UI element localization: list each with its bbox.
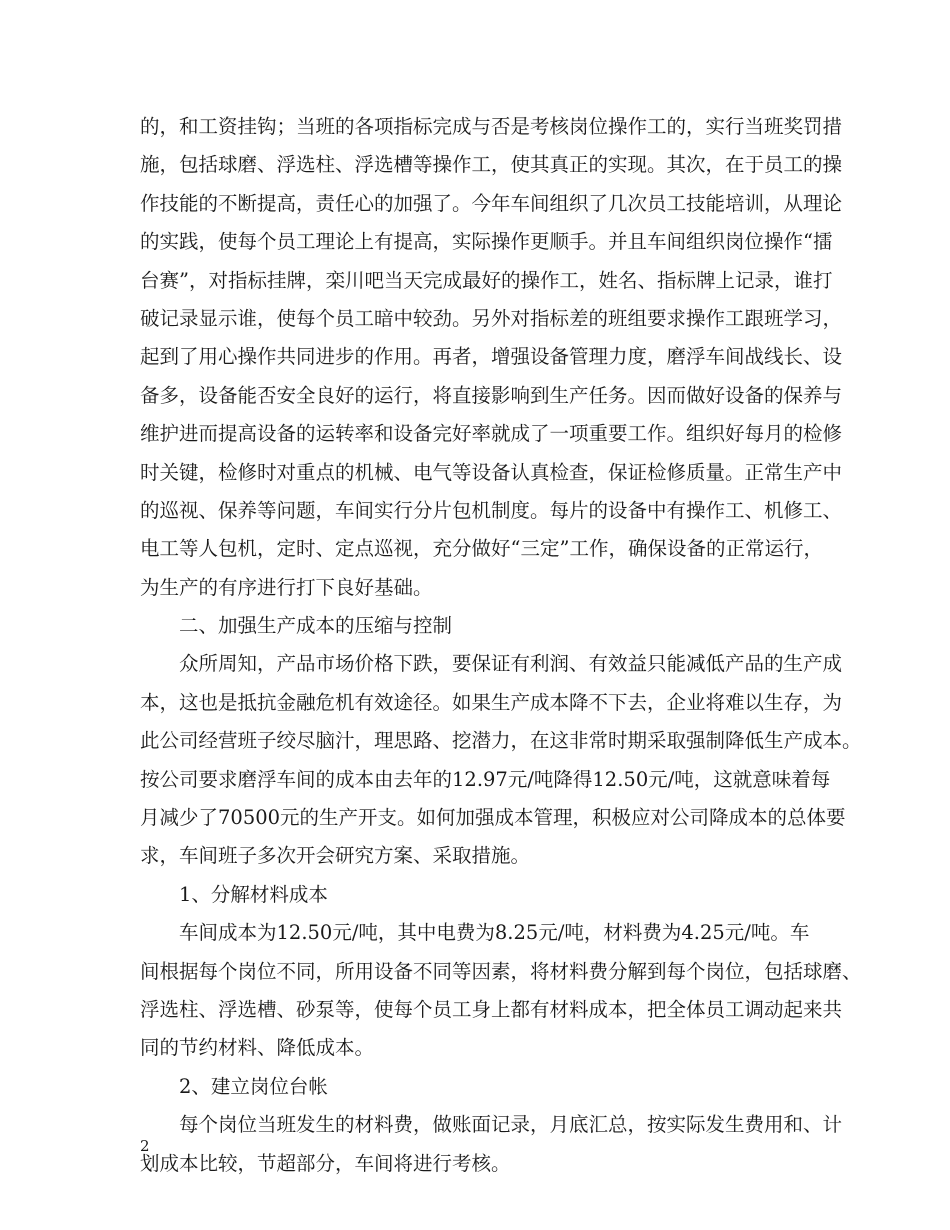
text-line: 作技能的不断提高，责任心的加强了。今年车间组织了几次员工技能培训，从理论 bbox=[140, 191, 843, 215]
text-line: 电工等人包机，定时、定点巡视，充分做好“三定”工作，确保设备的正常运行， bbox=[140, 537, 823, 561]
body-text bbox=[140, 108, 862, 1183]
section-heading: 二、加强生产成本的压缩与控制 bbox=[140, 614, 453, 638]
text-line: 车间成本为12.50元/吨，其中电费为8.25元/吨，材料费为4.25元/吨。车 bbox=[140, 921, 810, 945]
text-line: 的实践，使每个员工理论上有提高，实际操作更顺手。并且车间组织岗位操作“擂 bbox=[140, 230, 833, 254]
text-line: 求，车间班子多次开会研究方案、采取措施。 bbox=[140, 844, 531, 868]
text-line: 每个岗位当班发生的材料费，做账面记录，月底汇总，按实际发生费用和、计 bbox=[140, 1113, 843, 1137]
text-line: 施，包括球磨、浮选柱、浮选槽等操作工，使其真正的实现。其次，在于员工的操 bbox=[140, 153, 843, 177]
text-line: 台赛”，对指标挂牌，栾川吧当天完成最好的操作工，姓名、指标牌上记录，谁打 bbox=[140, 268, 833, 292]
text-line: 同的节约材料、降低成本。 bbox=[140, 1036, 375, 1060]
subsection-heading: 2、建立岗位台帐 bbox=[140, 1074, 328, 1098]
text-line: 浮选柱、浮选槽、砂泵等，使每个员工身上都有材料成本，把全体员工调动起来共 bbox=[140, 997, 843, 1021]
text-line: 起到了用心操作共同进步的作用。再者，增强设备管理力度，磨浮车间战线长、设 bbox=[140, 345, 843, 369]
text-line: 的巡视、保养等问题，车间实行分片包机制度。每片的设备中有操作工、机修工、 bbox=[140, 498, 843, 522]
text-line: 为生产的有序进行打下良好基础。 bbox=[140, 575, 433, 599]
text-line: 时关键，检修时对重点的机械、电气等设备认真检查，保证检修质量。正常生产中 bbox=[140, 460, 843, 484]
text-line: 此公司经营班子绞尽脑汁，理思路、挖潜力，在这非常时期采取强制降低生产成本。 bbox=[140, 729, 862, 753]
text-line: 备多，设备能否安全良好的运行，将直接影响到生产任务。因而做好设备的保养与 bbox=[140, 383, 843, 407]
text-line: 按公司要求磨浮车间的成本由去年的12.97元/吨降得12.50元/吨，这就意味着每 bbox=[140, 767, 831, 791]
subsection-heading: 1、分解材料成本 bbox=[140, 882, 328, 906]
text-line: 月减少了70500元的生产开支。如何加强成本管理，积极应对公司降成本的总体要 bbox=[140, 806, 846, 830]
text-line: 维护进而提高设备的运转率和设备完好率就成了一项重要工作。组织好每月的检修 bbox=[140, 422, 843, 446]
text-line: 破记录显示谁，使每个员工暗中较劲。另外对指标差的班组要求操作工跟班学习， bbox=[140, 306, 843, 330]
page-number: 2 bbox=[140, 1137, 150, 1155]
text-line: 本，这也是抵抗金融危机有效途径。如果生产成本降不下去，企业将难以生存，为 bbox=[140, 690, 843, 714]
text-line: 众所周知，产品市场价格下跌，要保证有利润、有效益只能减低产品的生产成 bbox=[140, 652, 843, 676]
text-line: 划成本比较，节超部分，车间将进行考核。 bbox=[140, 1151, 511, 1175]
text-line: 间根据每个岗位不同，所用设备不同等因素，将材料费分解到每个岗位，包括球磨、 bbox=[140, 959, 862, 983]
text-line: 的，和工资挂钩；当班的各项指标完成与否是考核岗位操作工的，实行当班奖罚措 bbox=[140, 115, 843, 138]
